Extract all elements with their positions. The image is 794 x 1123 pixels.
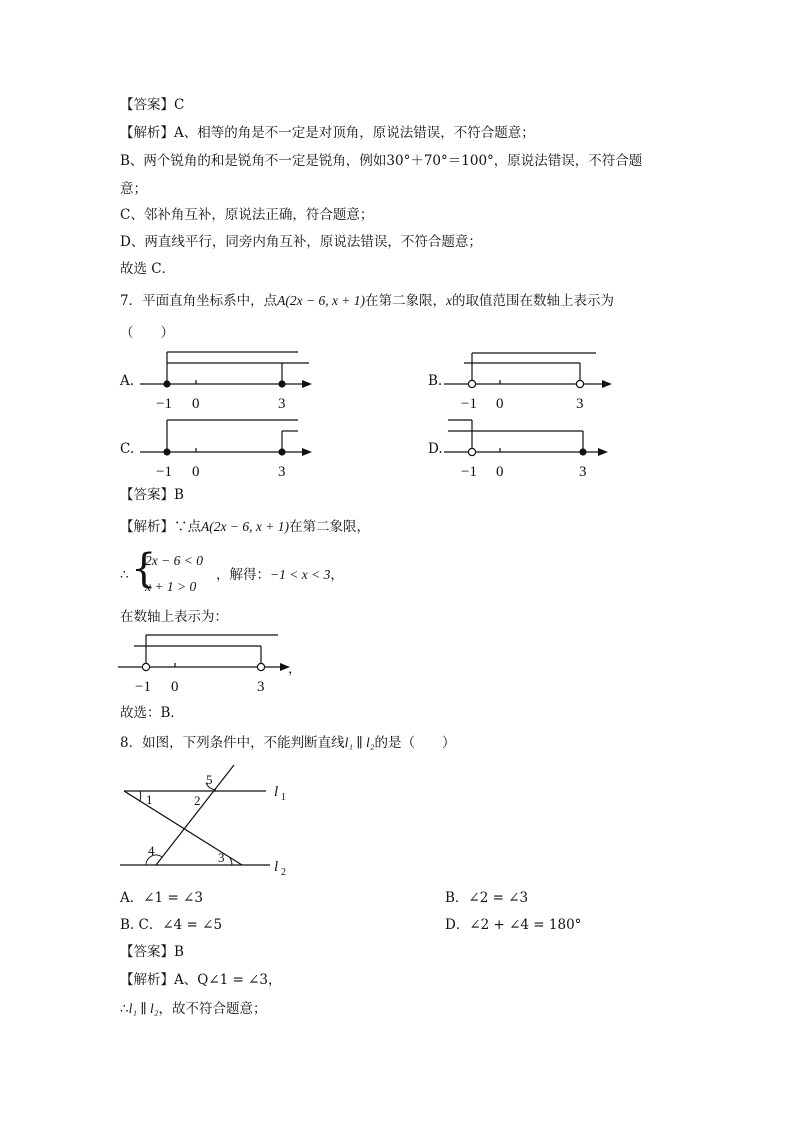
q7-conclusion: 故选：B． [120,705,184,721]
q7-solve-pre: ，解得： [216,567,270,583]
q6-conclusion: 故选 C． [120,261,176,277]
q7-option-a-label[interactable]: A. [120,373,135,389]
point-minus1-hollow [142,663,149,670]
tick-label-3: 3 [576,396,584,412]
q8-analysis-a2-lines: l₁ ∥ l₂ [128,1001,159,1016]
q7-stem-post: 在第二象限， [365,293,447,309]
q8-answer: 【答案】B [120,944,184,960]
point-minus1-hollow [468,448,475,455]
tick-label-0: 0 [496,396,504,412]
q7-option-c-label[interactable]: C. [120,441,135,457]
point-3-solid [579,448,586,455]
angle-label-4: 4 [148,843,155,858]
point-3-solid [278,448,285,455]
q8-analysis-a2-pre: ∴ [120,1001,129,1017]
q7-solve-post: ， [330,567,344,583]
q7-solve-line [216,566,344,584]
point-minus1-solid [163,448,170,455]
tick-label-minus1: −1 [156,464,172,480]
q7-var: x [446,293,453,308]
q7-ineq2: x + 1 > 0 [145,579,197,594]
q7-analysis-pre: 【解析】∵点 [120,519,201,535]
tick-label-3: 3 [257,679,265,695]
q7-solution-numberline [118,628,298,708]
q7-therefore: ∴ [120,567,129,583]
q7-paren: （ ） [120,325,174,341]
q7-stem [120,292,614,310]
angle-label-3: 3 [218,850,225,865]
q6-analysis-d: D、两直线平行，同旁内角互补，原说法错误，不符合题意； [120,234,482,250]
q7-answer: 【答案】B [120,487,184,503]
q8-analysis-a: 【解析】A、Q∠1 = ∠3， [120,972,282,988]
numberline-arrow [598,448,608,456]
q8-option-d[interactable]: D．∠2 + ∠4 = 180° [445,917,582,933]
q7-analysis-line1 [120,518,370,536]
q6-analysis-b2: 意； [120,181,147,197]
q8-option-b[interactable]: B．∠2 = ∠3 [445,890,529,906]
line-label-l1: l [274,784,279,800]
tick-label-minus1: −1 [461,464,477,480]
numberline-arrow [302,380,312,388]
q8-figure [118,760,298,880]
q6-analysis-b1: B、两个锐角的和是锐角不一定是锐角，例如30°＋70°＝100°，原说法错误，不符合题 [120,153,643,169]
point-3-hollow [257,663,264,670]
q8-option-c[interactable]: B. C．∠4 = ∠5 [120,917,223,933]
q7-stem-pre: 7．平面直角坐标系中，点 [120,293,278,309]
line-label-l1-sub: 1 [281,792,286,803]
numberline-arrow [302,448,312,456]
q7-analysis-post: 在第二象限， [288,519,370,535]
tick-label-3: 3 [278,464,286,480]
q7-numberline-text: 在数轴上表示为： [120,609,228,625]
angle-label-1: 1 [146,792,153,807]
q8-stem-post: 的是（ ） [374,735,456,751]
q8-stem-pre: 8．如图，下列条件中，不能判断直线 [120,735,345,751]
point-3-solid [278,380,285,387]
angle-label-5: 5 [206,772,213,787]
q7-option-d-numberline[interactable] [444,413,619,493]
line-label-l2-sub: 2 [281,867,286,878]
q7-system-brace: { [131,546,157,592]
q7-point: A(2x − 6, x + 1) [277,293,366,308]
q8-option-a[interactable]: A．∠1 = ∠3 [120,890,203,906]
q6-analysis-c: C、邻补角互补，原说法正确，符合题意； [120,207,374,223]
q7-numberline-comma: ， [288,661,302,677]
tick-label-0: 0 [171,679,179,695]
q6-analysis-a: 【解析】A、相等的角是不一定是对顶角，原说法错误，不符合题意； [120,125,535,141]
q8-analysis-a2 [120,1000,266,1018]
q7-option-b-label[interactable]: B. [428,373,443,389]
q7-option-c-numberline[interactable] [140,413,315,493]
tick-label-minus1: −1 [461,396,477,412]
tick-label-0: 0 [496,464,504,480]
q7-stem-end: 的取值范围在数轴上表示为 [452,293,615,309]
tick-label-3: 3 [278,396,286,412]
q6-answer: 【答案】C [120,97,185,113]
q7-solution: −1 < x < 3 [270,567,331,582]
tick-label-minus1: −1 [156,396,172,412]
q8-stem [120,734,455,752]
q8-lines: l₁ ∥ l₂ [344,735,375,750]
angle-1-arc [140,791,141,801]
point-3-hollow [576,380,583,387]
q7-ineq1: 2x − 6 < 0 [145,553,203,568]
tick-label-minus1: −1 [135,679,151,695]
point-minus1-solid [163,380,170,387]
tick-label-3: 3 [579,464,587,480]
tick-label-0: 0 [192,464,200,480]
q7-analysis-point: A(2x − 6, x + 1) [201,519,289,534]
tick-label-0: 0 [192,396,200,412]
q7-option-d-label[interactable]: D. [428,441,443,457]
numberline-arrow [602,380,612,388]
point-minus1-hollow [468,380,475,387]
line-label-l2: l [274,859,279,875]
angle-label-2: 2 [194,793,201,808]
q8-analysis-a2-post: ，故不符合题意； [158,1001,267,1017]
